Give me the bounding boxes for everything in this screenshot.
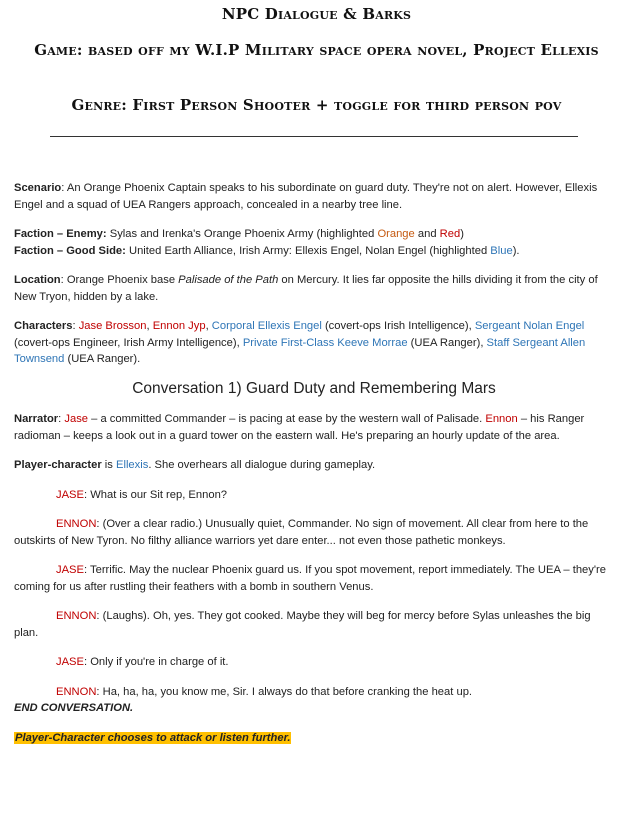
- characters-paragraph: [14, 318, 614, 368]
- conversation-heading: Conversation 1) Guard Duty and Remembering Mars: [132, 379, 496, 397]
- document-body: [14, 180, 614, 759]
- document-title: NPC Dialogue & Barks: [221, 5, 412, 23]
- dialogue-line: [14, 684, 614, 701]
- speaker-name: ENNON: [56, 518, 97, 530]
- speaker-name: JASE: [56, 656, 84, 668]
- faction-good-line: [14, 243, 614, 260]
- faction-good-text: United Earth Alliance, Irish Army: Ellexis Engel, Nolan Engel (highlighted: [125, 244, 491, 257]
- orange-word: Orange: [377, 228, 415, 240]
- player-text-end: . She overhears all dialogue during gameplay.: [148, 459, 376, 471]
- dialogue-text: : Only if you're in charge of it.: [83, 656, 229, 668]
- end-conversation-text: END CONVERSATION.: [14, 702, 134, 714]
- character-note: (UEA Ranger).: [64, 353, 141, 365]
- colon: :: [72, 320, 79, 332]
- blue-word: Blue: [490, 244, 513, 257]
- character-note: (UEA Ranger),: [407, 336, 487, 349]
- character-note: (covert-ops Irish Intelligence),: [321, 320, 475, 332]
- close-paren: ): [460, 228, 464, 240]
- scenario-text: : An Orange Phoenix Captain speaks to his subordinate on guard duty. They're not on alert. However, Ellexis Engel and a squad of UEA Rangers approach, concealed in a nearby tree line.: [14, 182, 598, 211]
- close-paren: ).: [512, 244, 520, 257]
- faction-enemy-line: [14, 226, 614, 243]
- speaker-name: ENNON: [56, 610, 97, 622]
- dialogue-text: : (Laughs). Oh, yes. They got cooked. Maybe they will beg for mercy before Sylas unleashes the big plan.: [14, 610, 591, 639]
- faction-good-label: Faction – Good Side:: [14, 244, 126, 257]
- dialogue-text: : Ha, ha, ha, you know me, Sir. I always do that before cranking the heat up.: [96, 685, 473, 698]
- character-keeve: Private First-Class Keeve Morrae: [242, 336, 408, 349]
- speaker-name: JASE: [56, 564, 84, 576]
- base-name: Palisade of the Path: [178, 274, 279, 286]
- dialogue-line: [14, 608, 614, 641]
- scenario-paragraph: [14, 180, 614, 213]
- colon: :: [58, 413, 65, 425]
- red-word: Red: [439, 228, 461, 240]
- player-paragraph: [14, 457, 614, 474]
- narrator-ennon: Ennon: [485, 413, 518, 425]
- character-jase: Jase Brosson: [78, 320, 147, 332]
- speaker-name: JASE: [56, 488, 84, 501]
- dialogue-text: : What is our Sit rep, Ennon?: [83, 488, 228, 501]
- speaker-name: ENNON: [56, 685, 97, 698]
- characters-label: Characters: [14, 320, 73, 332]
- comma: ,: [205, 320, 212, 332]
- player-choice-highlight: Player-Character chooses to attack or listen further.: [15, 731, 291, 744]
- character-note: (covert-ops Engineer, Irish Army Intelligence),: [14, 336, 243, 349]
- player-label: Player-character: [14, 459, 102, 471]
- narrator-label: Narrator: [14, 413, 59, 425]
- faction-enemy-label: Faction – Enemy:: [14, 228, 107, 240]
- dialogue-line: [14, 654, 614, 671]
- comma: ,: [146, 320, 153, 332]
- dialogue-line: [14, 487, 614, 504]
- location-paragraph: [14, 272, 614, 305]
- character-ennon: Ennon Jyp: [152, 320, 206, 332]
- player-name: Ellexis: [116, 459, 149, 471]
- dialogue-line: [14, 516, 614, 549]
- scenario-label: Scenario: [14, 182, 62, 194]
- dialogue-line: [14, 562, 614, 595]
- narrator-jase: Jase: [64, 413, 89, 425]
- narrator-paragraph: [14, 411, 614, 444]
- choice-paragraph: [14, 730, 614, 747]
- end-conversation: [14, 700, 614, 717]
- genre-line: Genre: First Person Shooter + toggle for third person pov: [71, 96, 562, 114]
- game-line: Game: based off my W.I.P Military space opera novel, Project Ellexis: [34, 41, 599, 59]
- character-allen: Staff Sergeant Allen Townsend: [14, 336, 586, 365]
- location-label: Location: [14, 274, 61, 286]
- horizontal-divider: [50, 136, 578, 137]
- location-text-end: on Mercury. It lies far opposite the hills dividing it from the city of New Tryon, hidden by a lake.: [14, 274, 598, 303]
- faction-enemy-text: Sylas and Irenka's Orange Phoenix Army (highlighted: [106, 228, 378, 240]
- dialogue-text: : Terrific. May the nuclear Phoenix guard us. If you spot movement, report immediately. The UEA – they're coming for us after rustling their feathers with a bomb in southern Venus.: [14, 564, 606, 593]
- character-nolan: Sergeant Nolan Engel: [474, 320, 585, 332]
- dialogue-text: : (Over a clear radio.) Unusually quiet, Commander. No sign of movement. All clear from here to the outskirts of New Tyron. No filthy alliance warriors yet dare enter... not even those pathetic monkeys.: [14, 518, 589, 547]
- narrator-text-end: – his Ranger radioman – keeps a look out in a guard tower on the eastern wall. He's preparing an hourly update of the area.: [14, 413, 585, 442]
- character-ellexis: Corporal Ellexis Engel: [211, 320, 322, 332]
- player-text: is: [101, 459, 116, 471]
- narrator-text: – a committed Commander – is pacing at ease by the western wall of Palisade.: [88, 413, 486, 425]
- location-text: : Orange Phoenix base: [60, 274, 179, 286]
- and-word: and: [414, 228, 440, 240]
